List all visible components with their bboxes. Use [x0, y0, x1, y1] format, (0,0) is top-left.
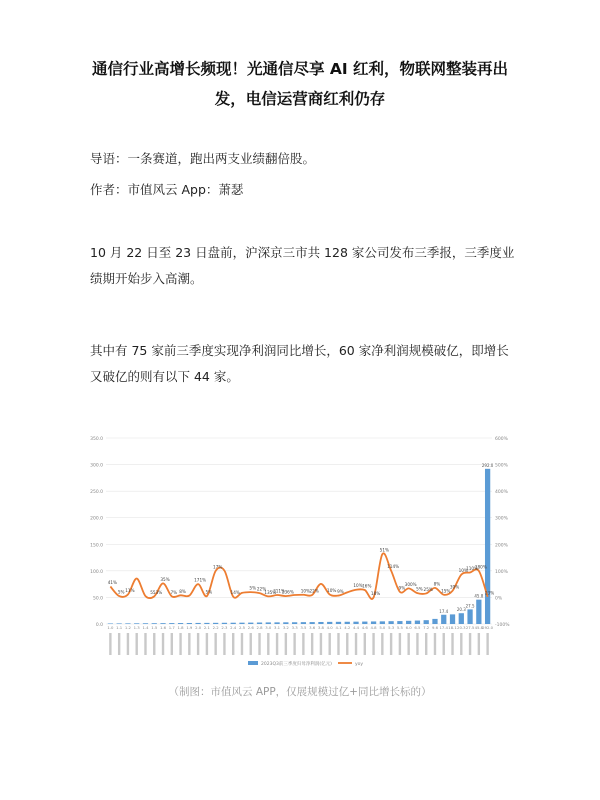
x-category-label	[285, 633, 287, 655]
chart-caption: （制图：市值风云 APP，仅展规模过亿+同比增长标的）	[168, 686, 432, 698]
yoy-data-label: 15%	[441, 588, 451, 594]
yoy-data-label: 25%	[423, 586, 433, 592]
bar	[231, 623, 236, 624]
left-axis-tick: 300.0	[90, 463, 103, 469]
x-category-label	[241, 633, 243, 655]
bar	[362, 622, 367, 624]
bar-value-label: 2.5	[238, 625, 246, 630]
x-category-label	[320, 633, 322, 655]
bar	[467, 609, 472, 624]
bar-value-label: 3.6	[309, 625, 316, 630]
x-category-label	[337, 633, 339, 655]
yoy-data-label: 22%	[309, 588, 319, 594]
bar	[353, 622, 358, 624]
chart-canvas	[88, 428, 520, 676]
bar-value-label: 17.4	[439, 625, 448, 630]
bar	[476, 600, 481, 624]
bar	[143, 623, 148, 624]
bar-value-label: 2.1	[203, 625, 210, 630]
bar	[204, 623, 209, 624]
x-category-label	[250, 633, 252, 655]
bar	[415, 621, 420, 624]
bar-value-label: 1.8	[177, 625, 184, 630]
yoy-data-label: 171%	[194, 577, 207, 583]
bar	[327, 622, 332, 624]
bar	[336, 622, 341, 624]
bar-value-label: 4.6	[361, 625, 368, 630]
bar	[397, 621, 402, 624]
yoy-data-label: 39%	[449, 584, 460, 590]
bar-value-label: 1.2	[124, 625, 131, 630]
yoy-data-label: 16%	[362, 583, 372, 589]
bar-value-label: 2.3	[221, 625, 228, 630]
bar-value-label: 3.0	[265, 625, 272, 630]
bar-value-label: 5.5	[396, 625, 403, 630]
yoy-data-label: 110%	[466, 565, 479, 571]
bar-value-label: 27.5	[465, 625, 475, 630]
bar-value-label: 18.1	[448, 625, 457, 630]
x-category-label	[346, 633, 348, 655]
yoy-data-label: 11%	[125, 588, 135, 594]
bar-value-label: 3.8	[317, 625, 324, 630]
yoy-data-label: 114%	[387, 564, 400, 570]
bar-value-label: 6.0	[405, 625, 412, 630]
right-axis-tick: -100%	[495, 623, 510, 628]
right-axis-tick: 400%	[495, 490, 508, 496]
bar	[222, 623, 227, 624]
bar-value-label: 3.2	[282, 625, 289, 630]
article-author: 作者：市值风云 App：萧瑟	[90, 182, 244, 197]
x-category-label	[223, 633, 225, 655]
bar	[108, 623, 113, 624]
x-category-label	[434, 633, 436, 655]
x-category-label	[276, 633, 278, 655]
yoy-data-label: 8%	[433, 581, 441, 587]
bar	[318, 622, 323, 624]
article-paragraph-2: 其中有 75 家前三季度实现净利润同比增长，60 家净利润规模破亿，即增长又破亿的则有以下 44 家。	[90, 343, 509, 384]
bar	[301, 622, 306, 624]
yoy-data-label: 5%	[117, 589, 125, 595]
bar	[125, 623, 130, 624]
yoy-data-label: 5%	[205, 589, 213, 595]
x-category-label	[486, 633, 488, 655]
left-axis-tick: 350.0	[90, 437, 103, 442]
bar-value-label: 7.2	[423, 625, 430, 630]
yoy-data-label: 300%	[404, 581, 417, 587]
article-paragraph-1: 10 月 22 日至 23 日盘前，沪深京三市共 128 家公司发布三季报，三季度业绩期开始步入高潮。	[90, 245, 515, 286]
right-axis-tick: 500%	[495, 463, 508, 469]
bar-value-label: 4.0	[326, 625, 333, 630]
bar-value-label: 3.3	[291, 625, 298, 630]
bar-data-label: 292.0	[481, 462, 494, 468]
yoy-data-label: 5%	[249, 585, 257, 591]
bar	[424, 620, 429, 624]
bar-value-label: 1.3	[133, 625, 140, 630]
bar-value-label: 1.4	[142, 625, 149, 630]
bar	[450, 614, 455, 624]
bar	[283, 622, 288, 624]
bar-value-label: 2.4	[230, 625, 237, 630]
yoy-data-label: 10%	[300, 588, 311, 594]
x-category-label	[443, 633, 445, 655]
bar	[213, 623, 218, 624]
bar-data-label: 45.8	[474, 593, 484, 599]
left-axis-tick: 50.0	[92, 596, 103, 602]
legend-bar-swatch	[248, 661, 258, 665]
bar	[187, 623, 192, 624]
yoy-data-label: 10%	[353, 583, 363, 589]
bar-value-label: 5.3	[388, 625, 395, 630]
yoy-data-label: 14%	[230, 590, 240, 596]
x-category-label	[267, 633, 269, 655]
yoy-data-label: 41%	[107, 580, 118, 586]
yoy-data-label: 10%	[458, 568, 468, 574]
left-axis-tick: 150.0	[90, 543, 103, 549]
article-intro: 导语：一条赛道，跑出两支业绩翻倍股。	[90, 151, 316, 166]
bar	[432, 619, 437, 624]
bar-value-label: 2.2	[212, 625, 219, 630]
x-category-label	[311, 633, 313, 655]
left-axis-tick: 250.0	[90, 490, 103, 496]
bar-value-label: 6.5	[414, 625, 421, 630]
yoy-data-label: 311%	[273, 588, 286, 594]
bar-value-label: 4.1	[335, 625, 342, 630]
x-category-label	[118, 633, 120, 655]
bar	[195, 623, 200, 624]
x-category-label	[153, 633, 155, 655]
bar	[441, 615, 446, 624]
bar-value-label: 4.8	[370, 625, 377, 630]
right-axis-tick: 600%	[495, 437, 508, 442]
bar	[345, 622, 350, 624]
yoy-data-label: 7%	[170, 589, 178, 595]
bar-value-label: 3.1	[274, 625, 281, 630]
bar-data-label: 20.3	[456, 607, 466, 613]
x-category-label	[162, 633, 164, 655]
yoy-data-label: 51%	[379, 547, 389, 553]
x-category-label	[206, 633, 208, 655]
x-category-label	[214, 633, 216, 655]
x-category-label	[381, 633, 383, 655]
bar	[310, 622, 315, 624]
x-category-label	[144, 633, 146, 655]
bar-value-label: 1.7	[168, 625, 175, 630]
x-category-label	[293, 633, 295, 655]
bar-value-label: 1.6	[159, 625, 167, 630]
bar-value-label: 4.4	[352, 625, 360, 630]
x-category-label	[407, 633, 409, 655]
legend-line-label: yoy	[355, 662, 364, 667]
x-category-label	[127, 633, 129, 655]
right-axis-tick: 200%	[495, 543, 508, 549]
bar	[160, 623, 165, 624]
left-axis-tick: 200.0	[90, 516, 103, 522]
x-category-label	[258, 633, 260, 655]
bar-value-label: 3.5	[300, 625, 307, 630]
yoy-data-label: 5%	[416, 586, 423, 592]
yoy-data-label: 17%	[213, 564, 223, 570]
yoy-data-label: 135%	[264, 589, 277, 595]
bar	[292, 622, 297, 624]
yoy-data-label: 180%	[474, 564, 487, 570]
x-category-label	[136, 633, 138, 655]
yoy-data-label: 236%	[281, 589, 294, 595]
bar-value-label: 292.0	[482, 625, 494, 630]
yoy-data-label: 9%	[337, 589, 344, 595]
yoy-data-label: 22%	[256, 586, 267, 592]
yoy-data-label: 553%	[150, 589, 163, 595]
bar	[117, 623, 122, 624]
bar	[266, 622, 271, 624]
bar-value-label: 4.2	[344, 625, 351, 630]
bar-value-label: 5.0	[379, 625, 386, 630]
x-category-label	[355, 633, 357, 655]
bar-value-label: 1.9	[186, 625, 193, 630]
bar-value-label: 1.5	[151, 625, 158, 630]
article-title: 通信行业高增长频现！光通信尽享 AI 红利，物联网整装再出发，电信运营商红利仍存	[91, 60, 509, 108]
bar	[485, 469, 490, 624]
bar	[257, 623, 262, 624]
yoy-data-label: 23%	[484, 590, 495, 596]
x-category-label	[364, 633, 366, 655]
bar-value-label: 45.8	[474, 625, 484, 630]
bar	[248, 623, 253, 624]
yoy-data-label: 10%	[327, 588, 337, 594]
bar	[178, 623, 183, 624]
bar-data-label: 17.4	[439, 608, 449, 614]
bar-value-label: 20.3	[457, 625, 466, 630]
bar	[152, 623, 157, 624]
x-category-label	[188, 633, 190, 655]
x-category-label	[302, 633, 304, 655]
yoy-data-label: 18%	[370, 590, 381, 596]
bar-value-label: 2.8	[256, 625, 263, 630]
bar-value-label: 2.0	[195, 625, 202, 630]
bar	[134, 623, 139, 624]
bar	[406, 621, 411, 624]
bar-value-label: 1.0	[107, 625, 114, 630]
yoy-data-label: 35%	[160, 576, 170, 582]
x-category-label	[372, 633, 374, 655]
right-axis-tick: 0%	[495, 596, 503, 602]
profit-growth-chart	[88, 428, 520, 676]
x-category-label	[399, 633, 401, 655]
x-category-label	[460, 633, 462, 655]
bar	[371, 621, 376, 624]
bar	[274, 622, 279, 624]
right-axis-tick: 100%	[495, 569, 508, 575]
x-category-label	[469, 633, 471, 655]
bar	[459, 613, 464, 624]
x-category-label	[478, 633, 480, 655]
left-axis-tick: 100.0	[90, 569, 103, 575]
x-category-label	[425, 633, 427, 655]
bar	[239, 623, 244, 624]
x-category-label	[416, 633, 418, 655]
bar-value-label: 9.6	[431, 625, 439, 630]
right-axis-tick: 300%	[495, 516, 508, 522]
x-category-label	[179, 633, 181, 655]
bar	[380, 621, 385, 624]
left-axis-tick: 0.0	[95, 623, 103, 628]
x-category-label	[171, 633, 173, 655]
x-category-label	[232, 633, 234, 655]
yoy-data-label: 9%	[398, 585, 406, 591]
x-category-label	[197, 633, 199, 655]
x-category-label	[329, 633, 331, 655]
yoy-data-label: 8%	[179, 588, 186, 594]
x-category-label	[390, 633, 392, 655]
bar	[388, 621, 393, 624]
bar-value-label: 1.1	[116, 625, 123, 630]
x-category-label	[451, 633, 453, 655]
x-category-label	[109, 633, 111, 655]
legend-bar-label: 2023Q3前三季度归母净利润(亿元)	[261, 662, 332, 667]
bar-value-label: 2.6	[247, 625, 254, 630]
bar-data-label: 27.5	[465, 603, 475, 609]
bar	[169, 623, 174, 624]
